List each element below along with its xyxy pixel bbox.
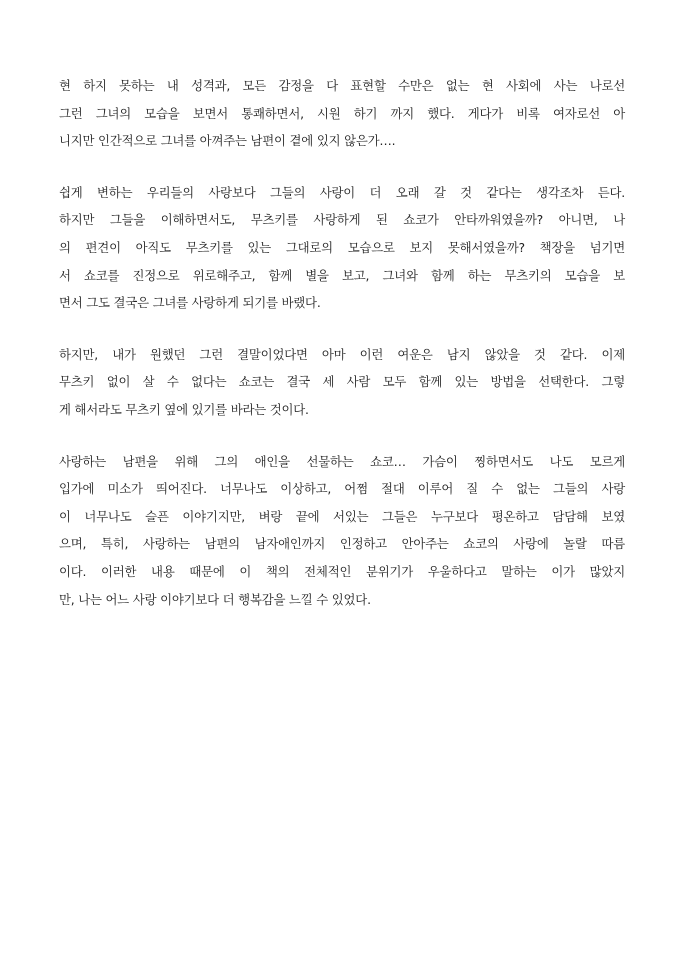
text-line: 면서 그도 결국은 그녀를 사랑하게 되기를 바랬다. <box>59 295 321 311</box>
text-line: 현 하지 못하는 내 성격과, 모든 감정을 다 표현할 수만은 없는 현 사회에 사는 나로선 <box>59 78 625 93</box>
text-line: 사랑하는 남편을 위해 그의 애인을 선물하는 쇼코… 가슴이 찡하면서도 나도 모르게 <box>59 453 625 469</box>
text-line: 으며, 특히, 사랑하는 남편의 남자애인까지 인정하고 안아주는 쇼코의 사랑에 놀랄 따름 <box>59 536 625 552</box>
text-line: 그런 그녀의 모습을 보면서 통쾌하면서, 시원 하기 까지 했다. 게다가 비록 여자로선 아 <box>59 105 625 121</box>
text-line: 하지만 그들을 이해하면서도, 무츠키를 사랑하게 된 쇼코가 안타까워였을까? 아니면, 나 <box>59 212 625 228</box>
document-body <box>59 72 625 637</box>
text-line: 서 쇼코를 진정으로 위로해주고, 함께 별을 보고, 그녀와 함께 하는 무츠키의 모습을 보 <box>59 267 625 283</box>
paragraph-1 <box>59 72 625 155</box>
text-line: 무츠키 없이 살 수 없다는 쇼코는 결국 세 사람 모두 함께 있는 방법을 선택한다. 그렇 <box>59 374 625 390</box>
paragraph-4 <box>59 448 625 614</box>
paragraph-2 <box>59 179 625 317</box>
text-line: 니지만 인간적으로 그녀를 아껴주는 남편이 곁에 있지 않은가…. <box>59 133 396 149</box>
text-line: 쉽게 변하는 우리들의 사랑보다 그들의 사랑이 더 오래 갈 것 같다는 생각조차 든다. <box>59 184 625 200</box>
text-line: 의 편견이 아직도 무츠키를 있는 그대로의 모습으로 보지 못해서였을까? 책장을 넘기면 <box>59 239 625 255</box>
text-line: 입가에 미소가 띄어진다. 너무나도 이상하고, 어쩜 절대 이루어 질 수 없는 그들의 사랑 <box>59 481 625 497</box>
text-line: 이다. 이러한 내용 때문에 이 책의 전체적인 분위기가 우울하다고 말하는 이가 많았지 <box>59 563 625 579</box>
text-line: 하지만, 내가 원했던 그런 결말이었다면 아마 이런 여운은 남지 않았을 것 같다. 이제 <box>59 346 625 362</box>
text-line: 게 해서라도 무츠키 옆에 있기를 바라는 것이다. <box>59 401 309 417</box>
text-line: 만, 나는 어느 사랑 이야기보다 더 행복감을 느낄 수 있었다. <box>59 591 371 607</box>
text-line: 이 너무나도 슬픈 이야기지만, 벼랑 끝에 서있는 그들은 누구보다 평온하고 담담해 보였 <box>59 508 625 524</box>
paragraph-3 <box>59 341 625 424</box>
